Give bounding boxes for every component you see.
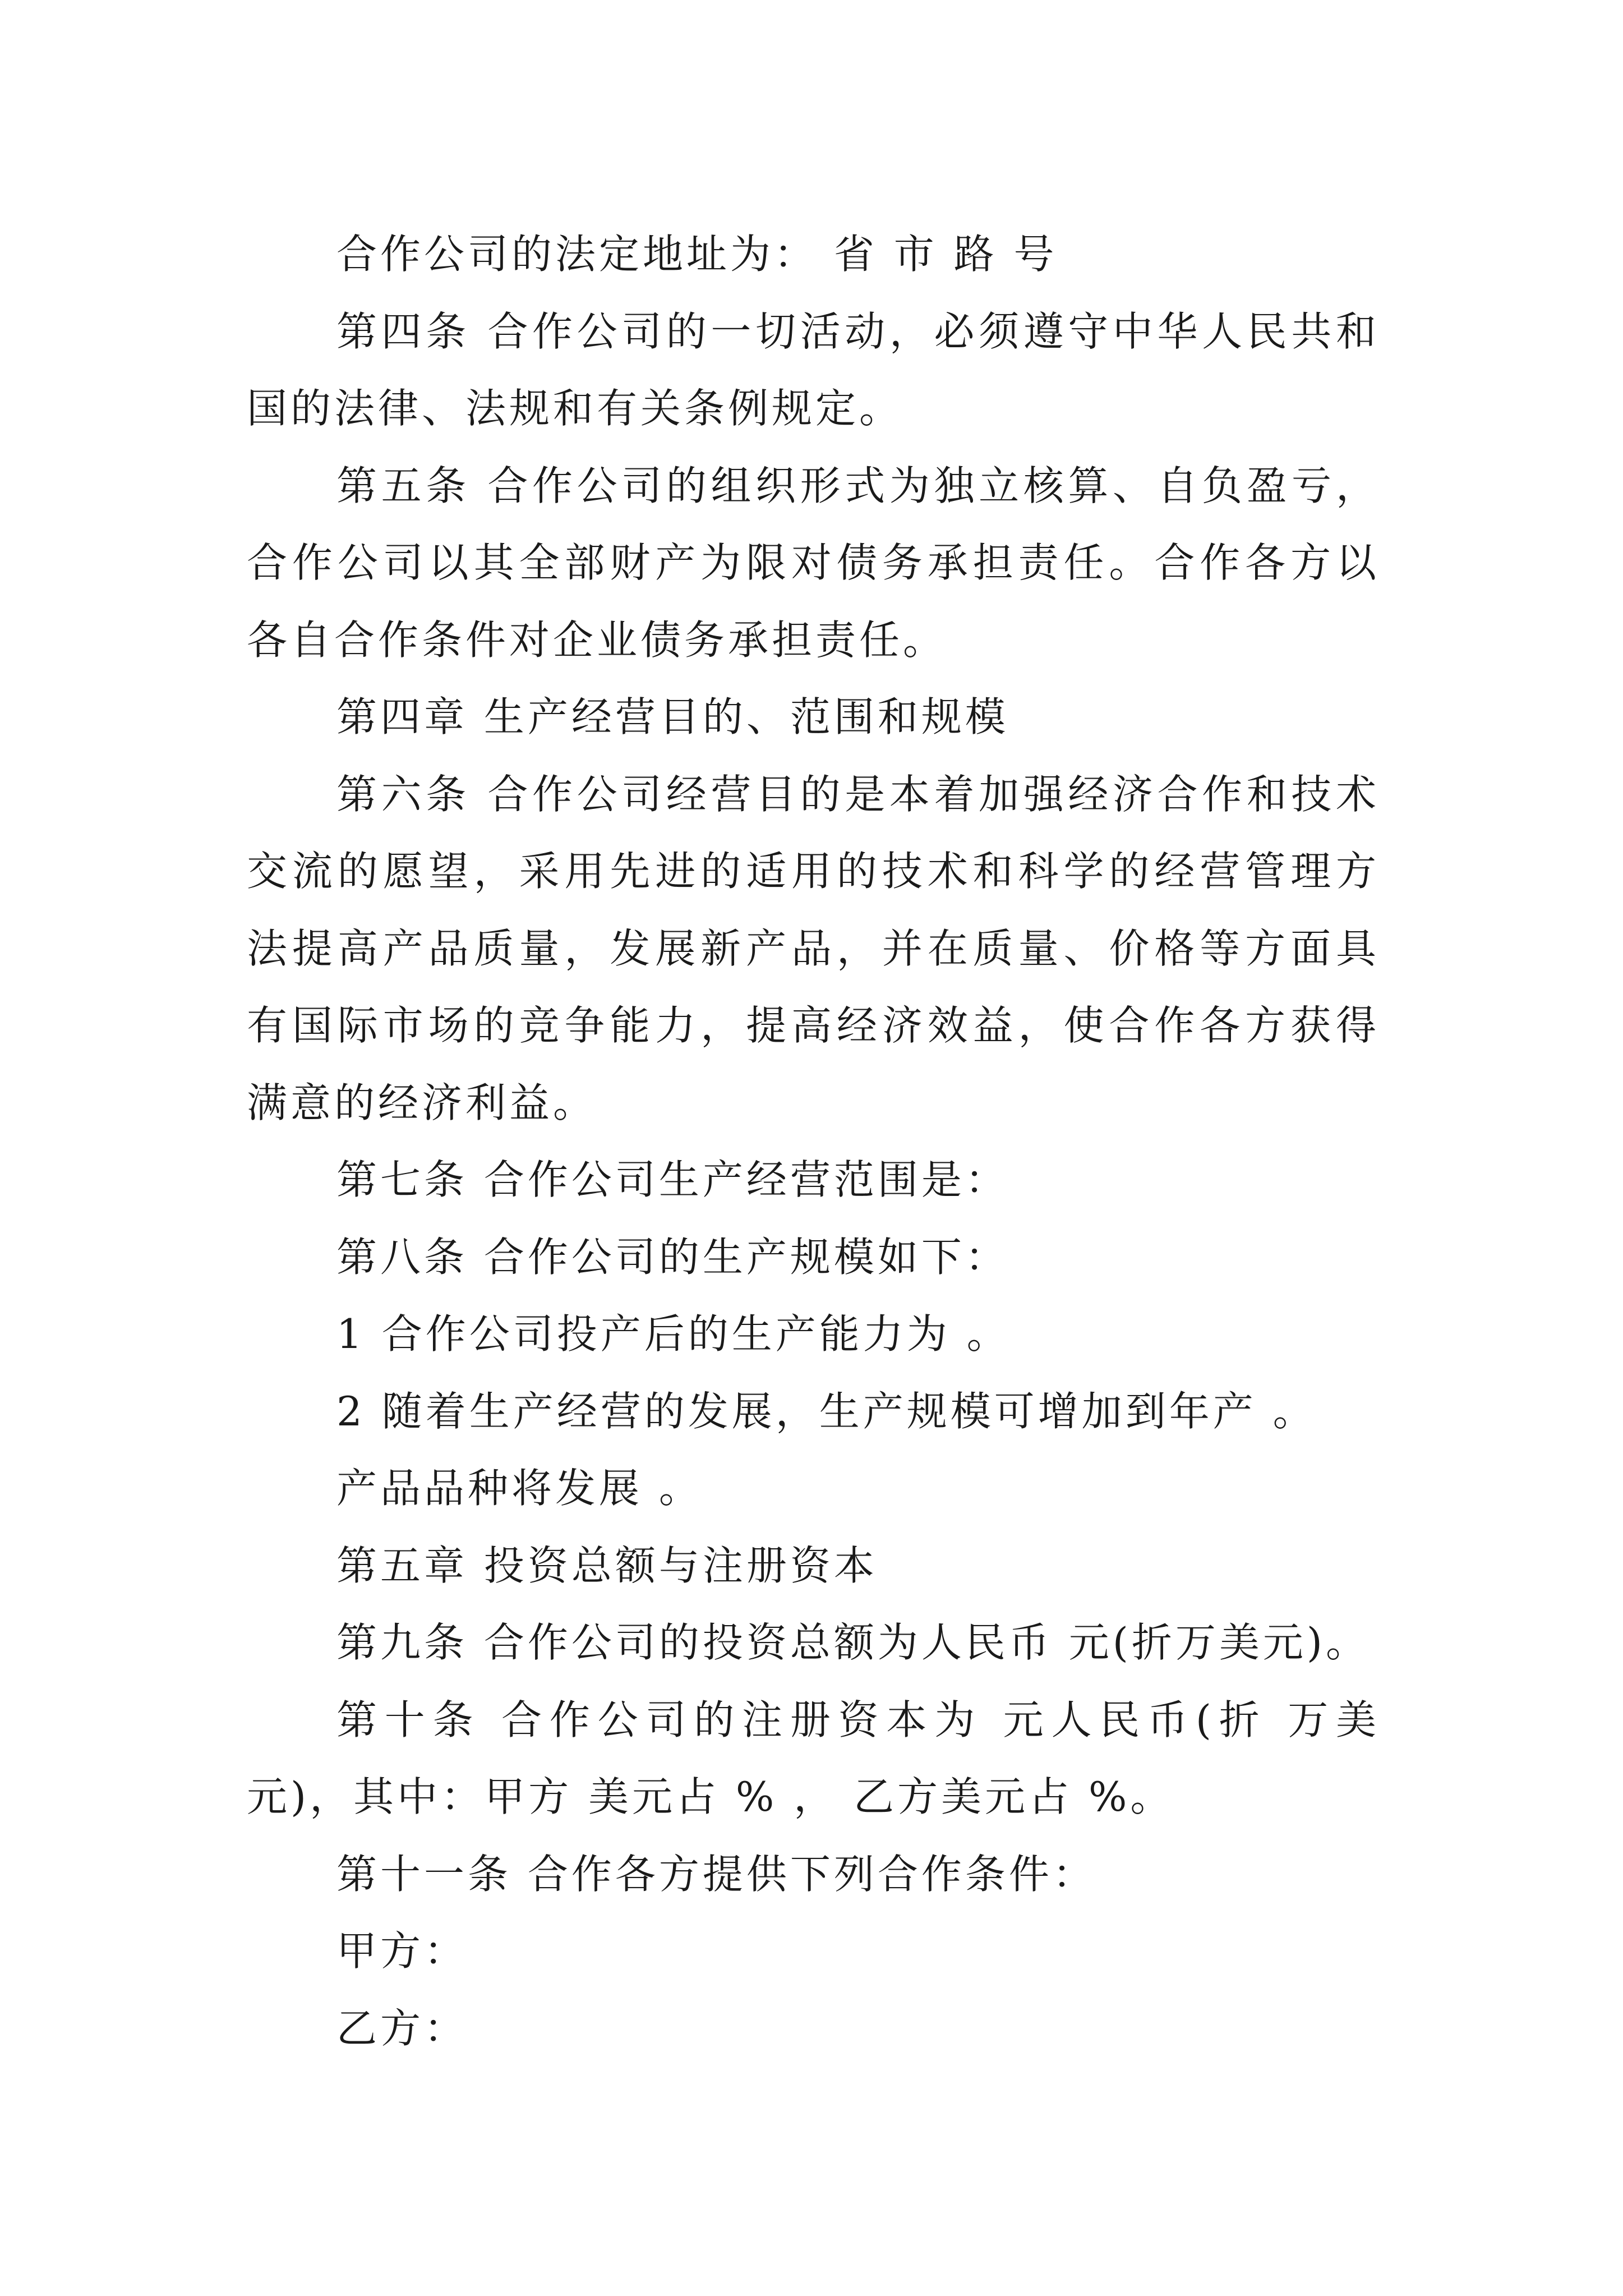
paragraph-legal-address: 合作公司的法定地址为： 省 市 路 号: [336, 231, 1058, 278]
paragraph-article-11: 第十一条 合作各方提供下列合作条件：: [336, 1850, 1096, 1898]
paragraph-article-8: 第八条 合作公司的生产规模如下：: [336, 1233, 1009, 1281]
chapter-heading-5: 第五章 投资总额与注册资本: [336, 1542, 878, 1589]
paragraph-article-8-item-2: 2 随着生产经营的发展，生产规模可增加到年产 。: [336, 1387, 1317, 1435]
paragraph-party-a: 甲方：: [336, 1927, 468, 1975]
document-body: [247, 216, 1380, 2067]
chapter-heading-4: 第四章 生产经营目的、范围和规模: [336, 693, 1009, 740]
paragraph-article-9: 第九条 合作公司的投资总额为人民币 元(折万美元)。: [336, 1619, 1370, 1666]
paragraph-article-8-item-1: 1 合作公司投产后的生产能力为 。: [336, 1310, 1011, 1358]
paragraph-article-4: 第四条 合作公司的一切活动，必须遵守中华人民共和国的法律、法规和有关条例规定。: [247, 307, 1380, 432]
paragraph-party-b: 乙方：: [336, 2004, 468, 2052]
paragraph-article-5: 第五条 合作公司的组织形式为独立核算、自负盈亏，合作公司以其全部财产为限对债务承担责任。合作各方以各自合作条件对企业债务承担责任。: [247, 462, 1380, 664]
paragraph-article-6: 第六条 合作公司经营目的是本着加强经济合作和技术交流的愿望，采用先进的适用的技术和科学的经营管理方法提高产品质量，发展新产品，并在质量、价格等方面具有国际市场的竞争能力，提高经济效益，使合作各方获得满意的经济利益。: [247, 770, 1380, 1126]
paragraph-article-10: 第十条 合作公司的注册资本为 元人民币(折 万美元)，其中：甲方 美元占 % ， 乙方美元占 %。: [247, 1696, 1380, 1820]
paragraph-product-variety: 产品品种将发展 。: [336, 1465, 703, 1512]
paragraph-article-7: 第七条 合作公司生产经营范围是：: [336, 1156, 1009, 1203]
